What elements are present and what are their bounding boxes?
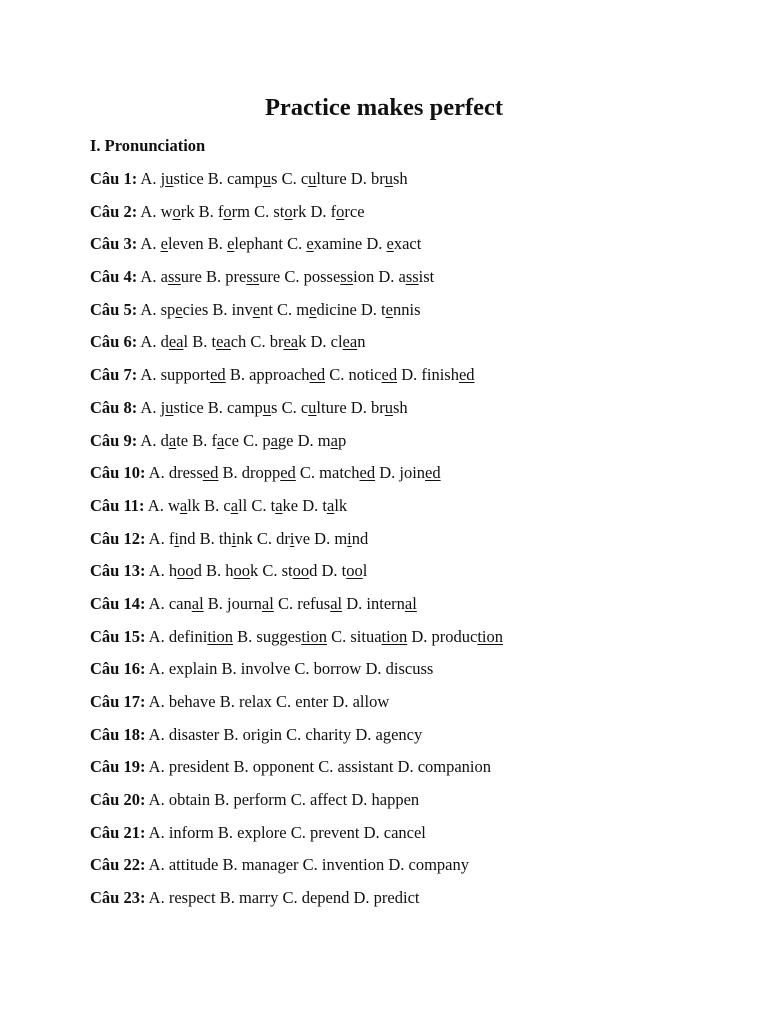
question-label: Câu 13: xyxy=(90,561,146,581)
question-options xyxy=(137,234,421,253)
underlined-sound: e xyxy=(252,299,261,319)
option-text: A. attitude B. manager C. invention D. company xyxy=(145,855,469,875)
document-title: Practice makes perfect xyxy=(264,94,504,121)
underlined-sound: tion xyxy=(381,626,408,646)
option-text: te B. f xyxy=(176,430,217,450)
question-item xyxy=(90,266,750,299)
underlined-sound: ss xyxy=(167,267,181,287)
question-label: Câu 5: xyxy=(90,299,138,319)
option-text: B. approach xyxy=(225,365,310,385)
option-text: A. j xyxy=(137,397,166,417)
question-options xyxy=(145,888,419,907)
question-options xyxy=(137,332,365,351)
option-text: A. w xyxy=(144,495,180,515)
question-options xyxy=(145,725,422,744)
question-label: Câu 10: xyxy=(90,463,146,483)
option-text: dicine D. t xyxy=(316,299,386,319)
option-text: A. president B. opponent C. assistant D. companion xyxy=(145,757,492,777)
underlined-sound: u xyxy=(262,397,272,417)
option-text: d B. h xyxy=(193,561,234,581)
underlined-sound: u xyxy=(165,169,174,188)
question-options xyxy=(145,496,348,515)
underlined-sound: e xyxy=(227,234,235,254)
underlined-sound: a xyxy=(270,430,278,450)
option-text: l xyxy=(362,561,368,581)
question-options xyxy=(145,659,433,678)
underlined-sound: e xyxy=(306,234,314,254)
option-text: D. finish xyxy=(397,365,459,385)
option-text: d D. t xyxy=(309,561,347,581)
option-text: xamine D. xyxy=(313,234,387,254)
question-item xyxy=(90,854,750,887)
question-options xyxy=(145,627,503,646)
underlined-sound: u xyxy=(384,169,393,188)
underlined-sound: o xyxy=(172,201,181,221)
question-label: Câu 14: xyxy=(90,593,146,613)
underlined-sound: u xyxy=(384,397,393,417)
question-label: Câu 3: xyxy=(90,234,138,254)
question-label: Câu 1: xyxy=(90,169,138,188)
question-options xyxy=(137,267,434,286)
underlined-sound: i xyxy=(231,528,237,548)
option-text: k D. cl xyxy=(298,332,343,352)
question-list xyxy=(90,168,750,920)
underlined-sound: al xyxy=(330,593,343,613)
underlined-sound: ea xyxy=(168,332,184,352)
question-options xyxy=(137,365,474,384)
question-options xyxy=(145,757,491,776)
question-label: Câu 21: xyxy=(90,822,146,842)
option-text: D. produc xyxy=(407,626,478,646)
question-item xyxy=(90,658,750,691)
underlined-sound: tion xyxy=(301,626,327,646)
option-text: lture D. br xyxy=(316,397,385,417)
question-label: Câu 17: xyxy=(90,692,146,711)
underlined-sound: u xyxy=(308,169,317,188)
question-label: Câu 19: xyxy=(90,757,146,777)
option-text: lk B. c xyxy=(187,495,231,515)
option-text: A. a xyxy=(137,267,168,287)
option-text: D. join xyxy=(375,463,426,483)
question-item xyxy=(90,495,750,528)
question-options xyxy=(137,398,407,417)
option-text: A. f xyxy=(145,528,175,548)
underlined-sound: ea xyxy=(283,332,299,352)
question-item xyxy=(90,299,750,332)
option-text: C. match xyxy=(295,463,360,483)
underlined-sound: a xyxy=(230,495,239,515)
question-item xyxy=(90,364,750,397)
option-text: stice B. camp xyxy=(173,169,263,188)
option-text: sh xyxy=(392,169,408,188)
underlined-sound: i xyxy=(289,528,295,548)
question-label: Câu 11: xyxy=(90,495,145,515)
question-label: Câu 20: xyxy=(90,790,146,810)
option-text: C. refus xyxy=(273,593,331,613)
underlined-sound: oo xyxy=(177,561,194,581)
option-text: A. respect B. marry C. depend D. predict xyxy=(145,888,420,908)
question-item xyxy=(90,331,750,364)
option-text: A. d xyxy=(137,332,169,352)
option-text: A. explain B. involve C. borrow D. discuss xyxy=(145,659,434,679)
underlined-sound: e xyxy=(309,299,317,319)
question-label: Câu 16: xyxy=(90,659,146,679)
option-text: nk C. dr xyxy=(236,528,290,548)
option-text: ure C. posse xyxy=(259,267,341,287)
underlined-sound: o xyxy=(284,201,293,221)
underlined-sound: ea xyxy=(342,332,358,352)
question-options xyxy=(145,529,368,548)
question-item xyxy=(90,626,750,659)
question-options xyxy=(145,463,440,482)
option-text: A. can xyxy=(145,593,192,613)
option-text: lture D. br xyxy=(316,169,385,188)
underlined-sound: a xyxy=(216,430,225,450)
question-item xyxy=(90,560,750,593)
question-item xyxy=(90,822,750,855)
option-text: A. defini xyxy=(145,626,208,646)
option-text: stice B. camp xyxy=(173,397,263,417)
question-options xyxy=(137,169,407,188)
option-text: ge D. m xyxy=(277,430,331,450)
option-text: A. xyxy=(137,234,161,254)
question-item xyxy=(90,233,750,266)
underlined-sound: o xyxy=(336,201,345,221)
option-text: sh xyxy=(392,397,408,417)
underlined-sound: ed xyxy=(202,463,219,483)
question-options xyxy=(145,790,419,809)
option-text: s C. c xyxy=(271,169,309,188)
section-heading: I. Pronunciation xyxy=(90,136,206,155)
option-text: B. dropp xyxy=(218,463,281,483)
underlined-sound: a xyxy=(326,495,335,515)
question-label: Câu 4: xyxy=(90,267,138,287)
option-text: rk B. f xyxy=(180,201,224,221)
underlined-sound: a xyxy=(330,430,338,450)
option-text: s C. c xyxy=(271,397,309,417)
underlined-sound: ed xyxy=(425,463,441,483)
underlined-sound: ed xyxy=(210,365,226,385)
option-text: lk xyxy=(334,495,348,515)
option-text: A. inform B. explore C. prevent D. cancel xyxy=(145,822,426,842)
underlined-sound: al xyxy=(261,593,274,613)
question-label: Câu 7: xyxy=(90,365,138,385)
underlined-sound: tion xyxy=(477,626,503,646)
question-item xyxy=(90,756,750,789)
question-item xyxy=(90,887,750,920)
option-text: ure B. pre xyxy=(180,267,247,287)
question-item xyxy=(90,593,750,626)
question-label: Câu 15: xyxy=(90,626,146,646)
underlined-sound: a xyxy=(179,495,188,515)
option-text: cies B. inv xyxy=(182,299,253,319)
option-text: l B. t xyxy=(183,332,217,352)
option-text: rm C. st xyxy=(231,201,285,221)
underlined-sound: tion xyxy=(207,626,234,646)
option-text: A. behave B. relax C. enter D. allow xyxy=(145,692,390,711)
option-text: nd B. th xyxy=(178,528,232,548)
underlined-sound: ed xyxy=(280,463,296,483)
option-text: p xyxy=(337,430,347,450)
option-text: n xyxy=(357,332,366,352)
option-text: B. journ xyxy=(203,593,262,613)
underlined-sound: i xyxy=(347,528,352,548)
underlined-sound: e xyxy=(386,234,394,254)
option-text: k C. st xyxy=(250,561,293,581)
option-text: ion D. a xyxy=(353,267,406,287)
option-text: xact xyxy=(393,234,422,254)
question-options xyxy=(145,855,469,874)
option-text: A. sp xyxy=(137,299,176,319)
question-options xyxy=(145,561,367,580)
question-label: Câu 6: xyxy=(90,332,138,352)
option-text: A. obtain B. perform C. affect D. happen xyxy=(145,790,420,810)
underlined-sound: e xyxy=(385,299,393,319)
question-label: Câu 22: xyxy=(90,855,146,875)
underlined-sound: i xyxy=(174,528,179,548)
underlined-sound: a xyxy=(275,495,283,515)
question-options xyxy=(145,692,389,711)
question-item xyxy=(90,168,750,201)
question-item xyxy=(90,201,750,234)
underlined-sound: u xyxy=(262,169,272,188)
option-text: rk D. f xyxy=(292,201,337,221)
underlined-sound: oo xyxy=(346,561,363,581)
question-options xyxy=(145,823,425,842)
underlined-sound: e xyxy=(160,234,168,254)
underlined-sound: ea xyxy=(216,332,231,352)
option-text: A. d xyxy=(137,430,169,450)
option-text: rce xyxy=(344,201,365,221)
underlined-sound: ed xyxy=(458,365,475,385)
option-text: nd xyxy=(351,528,369,548)
underlined-sound: ed xyxy=(359,463,376,483)
question-item xyxy=(90,397,750,430)
underlined-sound: al xyxy=(191,593,204,613)
option-text: C. notic xyxy=(325,365,382,385)
option-text: ll C. t xyxy=(238,495,276,515)
option-text: A. disaster B. origin C. charity D. agency xyxy=(145,724,423,744)
underlined-sound: a xyxy=(168,430,177,450)
option-text: lephant C. xyxy=(234,234,307,254)
question-label: Câu 18: xyxy=(90,724,146,744)
underlined-sound: oo xyxy=(292,561,310,581)
question-label: Câu 2: xyxy=(90,201,138,221)
option-text: ce C. p xyxy=(224,430,271,450)
option-text: C. situa xyxy=(326,626,382,646)
option-text: ve D. m xyxy=(294,528,348,548)
option-text: D. intern xyxy=(342,593,405,613)
underlined-sound: oo xyxy=(233,561,250,581)
option-text: nnis xyxy=(392,299,421,319)
question-options xyxy=(145,594,416,613)
option-text: A. support xyxy=(137,365,211,385)
question-item xyxy=(90,462,750,495)
question-label: Câu 8: xyxy=(90,397,138,417)
underlined-sound: u xyxy=(308,397,317,417)
question-label: Câu 12: xyxy=(90,528,146,548)
underlined-sound: ss xyxy=(340,267,354,287)
option-text: A. w xyxy=(137,201,173,221)
option-text: ch C. br xyxy=(230,332,284,352)
question-item xyxy=(90,691,750,724)
option-text: A. j xyxy=(137,169,166,188)
question-label: Câu 9: xyxy=(90,430,138,450)
question-item xyxy=(90,724,750,757)
underlined-sound: ed xyxy=(309,365,326,385)
underlined-sound: ed xyxy=(381,365,398,385)
option-text: nt C. m xyxy=(260,299,310,319)
underlined-sound: o xyxy=(223,201,232,221)
question-options xyxy=(137,431,346,450)
underlined-sound: al xyxy=(404,593,417,613)
question-item xyxy=(90,430,750,463)
option-text: A. h xyxy=(145,561,178,581)
question-options xyxy=(137,202,364,221)
question-item xyxy=(90,789,750,822)
underlined-sound: ss xyxy=(405,267,419,287)
question-item xyxy=(90,528,750,561)
option-text: B. sugges xyxy=(233,626,302,646)
underlined-sound: ss xyxy=(246,267,260,287)
underlined-sound: e xyxy=(175,299,183,319)
option-text: leven B. xyxy=(167,234,228,254)
question-options xyxy=(137,300,420,319)
question-label: Câu 23: xyxy=(90,888,146,908)
option-text: A. dress xyxy=(145,463,203,483)
option-text: ist xyxy=(418,267,435,287)
option-text: ke D. t xyxy=(282,495,327,515)
underlined-sound: u xyxy=(165,397,174,417)
